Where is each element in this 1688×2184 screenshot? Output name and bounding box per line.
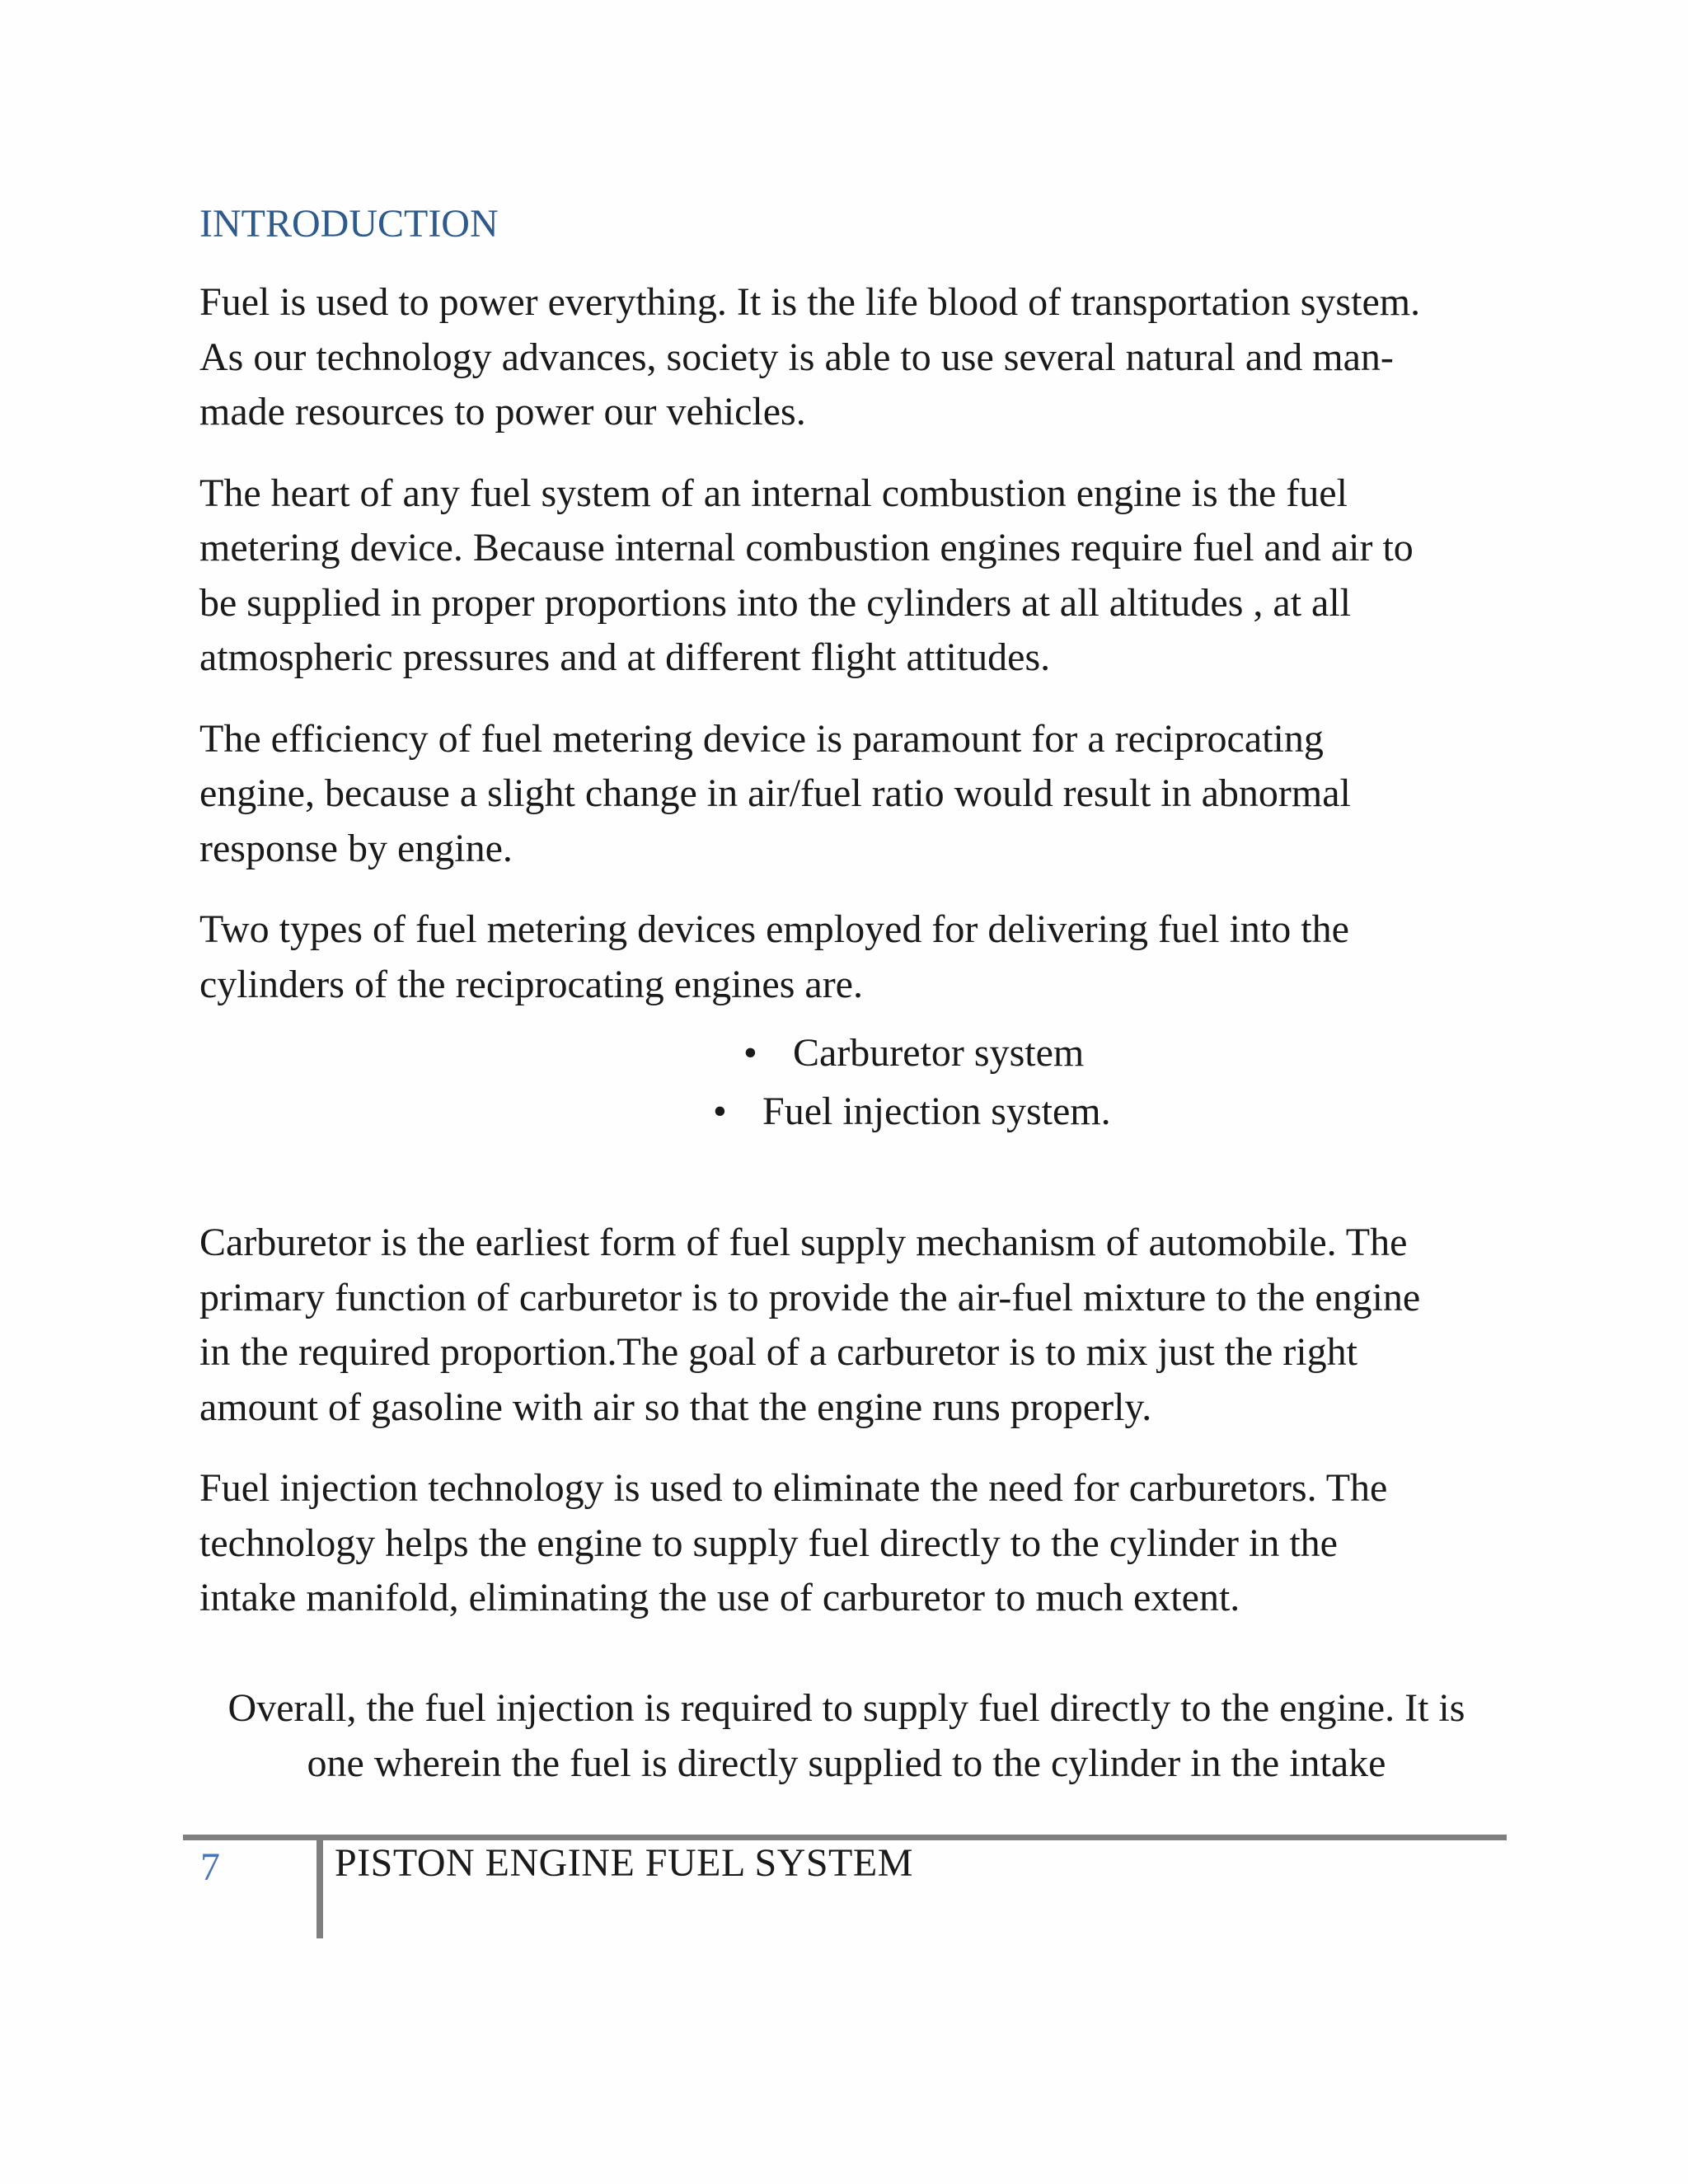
bullet-icon: • (743, 1031, 757, 1075)
paragraph-efficiency: The efficiency of fuel metering device is paramount for a reciprocating engine, because a slight change in air/fuel ratio would result in abnormal response by engine. (199, 716, 1351, 870)
list-item (199, 1024, 1493, 1082)
paragraph-overall: Overall, the fuel injection is required to supply fuel directly to the engine. It is one wherein the fuel is directly supplied to the cylinder in the intake (227, 1686, 1465, 1785)
bullet-icon: • (713, 1090, 727, 1133)
list-item-label: Carburetor system (793, 1031, 1085, 1075)
paragraph-carburetor: Carburetor is the earliest form of fuel supply mechanism of automobile. The primary function of carburetor is to provide the air-fuel mixture to the engine in the required proportion.The goal of a carburetor is to mix just the right amount of gasoline with air so that the engine runs properly. (199, 1221, 1421, 1429)
device-type-list (199, 1024, 1493, 1141)
page-number: 7 (200, 1845, 220, 1889)
running-title: PISTON ENGINE FUEL SYSTEM (335, 1841, 913, 1885)
paragraph-fuel-intro: Fuel is used to power everything. It is the life blood of transportation system. As our technology advances, society is able to use several natural and man- made resources to power our vehicles. (199, 280, 1421, 434)
page-body (199, 194, 1493, 1652)
footer-divider (316, 1836, 323, 1938)
paragraph-fuel-metering: The heart of any fuel system of an internal combustion engine is the fuel metering device. Because internal combustion engines require fuel and air to be supplied in proper proportions into the cylinders at all altitudes , at all atmospheric pressures and at different flight attitudes. (199, 471, 1414, 679)
paragraph-fuel-injection: Fuel injection technology is used to eliminate the need for carburetors. The technology helps the engine to supply fuel directly to the cylinder in the intake manifold, eliminating the use of carburetor to much extent. (199, 1466, 1388, 1619)
list-item (199, 1082, 1493, 1141)
list-item-label: Fuel injection system. (762, 1090, 1111, 1133)
paragraph-device-types: Two types of fuel metering devices employed for delivering fuel into the cylinders of the reciprocating engines are. (199, 907, 1349, 1006)
section-heading: INTRODUCTION (199, 202, 499, 246)
